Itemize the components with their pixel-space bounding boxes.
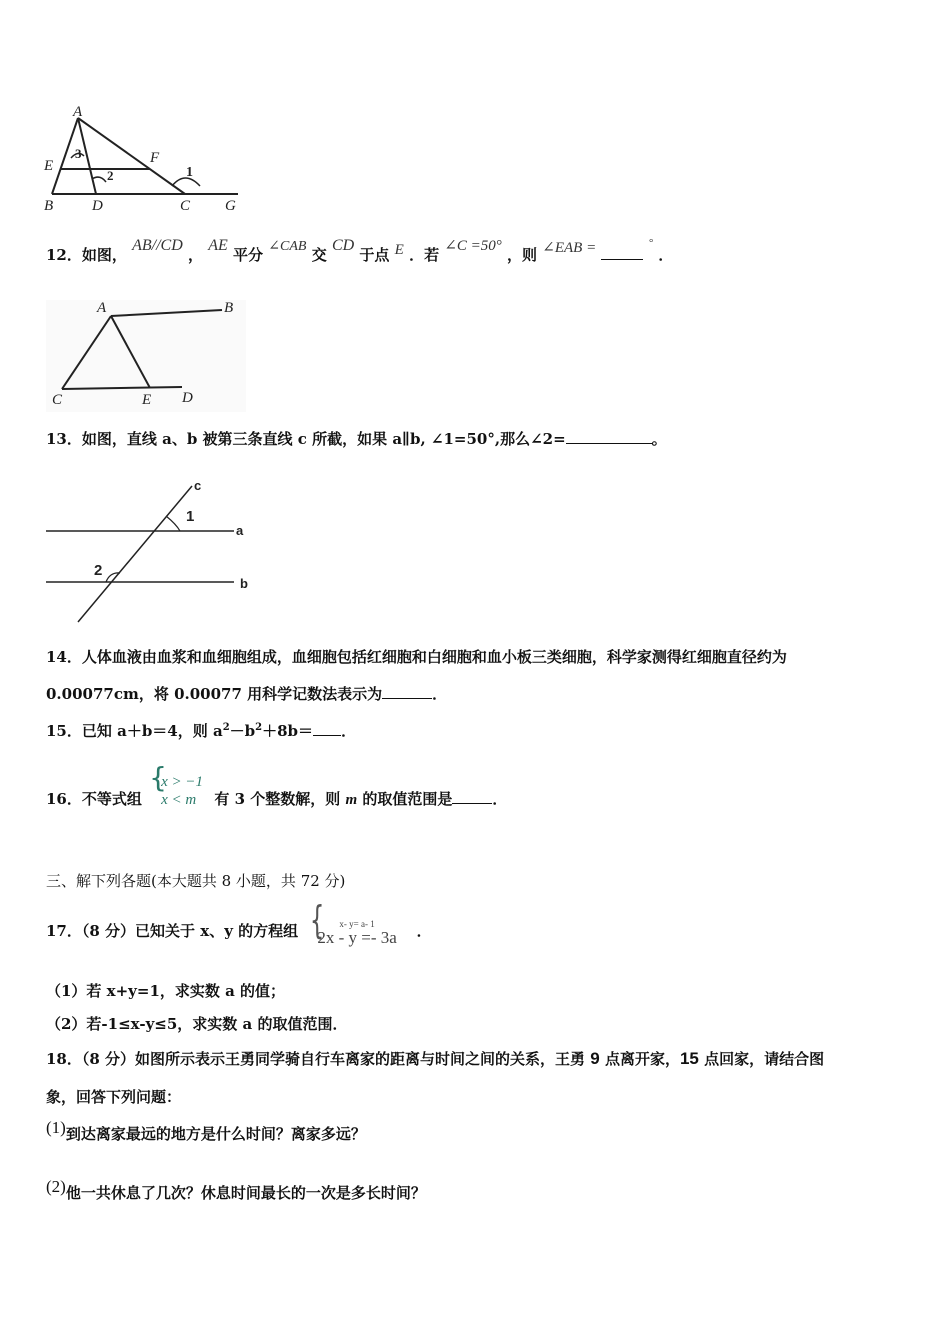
label-D: D (182, 390, 193, 406)
q12-math-ae: AE (208, 237, 228, 254)
q15-text3: ＋8b＝ (262, 722, 314, 740)
q16-text1: 有 3 个整数解，则 (214, 790, 346, 808)
q16-inequality-1: x > −1 (161, 774, 204, 790)
label-angle-2: 2 (94, 562, 103, 579)
label-E: E (44, 158, 54, 174)
figure-triangle-abc (40, 100, 250, 215)
q14-answer-blank[interactable] (382, 684, 432, 699)
question-18-line1 (46, 1049, 824, 1069)
question-14-line2 (46, 684, 447, 704)
q18-p2-number: (2) (46, 1177, 66, 1196)
question-16 (46, 761, 508, 810)
q18-p1-number: (1) (46, 1118, 66, 1137)
question-18-part-2 (46, 1177, 426, 1203)
q12-answer-blank[interactable] (601, 245, 643, 260)
figure-transversal (44, 476, 264, 626)
question-13 (46, 429, 667, 449)
question-18-line2: 象，回答下列问题： (46, 1088, 182, 1106)
label-B: B (224, 300, 234, 316)
q18-line1c: 点回家，请结合图 (698, 1050, 825, 1068)
q12-text-bisect: 平分 (233, 246, 264, 264)
q17-equation-2: 2x - y =- 3a (317, 928, 397, 947)
q18-line1b: 点离开家， (599, 1050, 680, 1068)
q13-answer-blank[interactable] (566, 429, 652, 444)
question-14-line1: 14．人体血液由血浆和血细胞组成，血细胞包括红细胞和白细胞和血小板三类细胞，科学家测得红细胞直径约为 (46, 648, 787, 666)
q12-math-e: E (394, 242, 404, 258)
q16-m: m (345, 792, 358, 808)
question-17 (46, 898, 432, 947)
q12-math-angle-c: ∠C =50° (444, 238, 502, 254)
q18-nine: 9 (590, 1049, 600, 1068)
q12-math-cd: CD (331, 237, 355, 254)
q12-text-intersect: 交 (311, 246, 327, 264)
q17-end: ． (416, 922, 432, 940)
label-A: A (97, 300, 107, 316)
q14-line2-text: 0.00077cm，将 0.00077 用科学记数法表示为 (46, 685, 383, 703)
q13-text: 13．如图，直线 a、b 被第三条直线 c 所截，如果 a∥b, ∠1=50°,那么∠2= (46, 430, 566, 448)
q15-text2: －b (229, 722, 256, 740)
label-F: F (150, 150, 160, 166)
q15-answer-blank[interactable] (313, 721, 341, 736)
line-c (78, 486, 195, 622)
q18-line1a: 18．（8 分）如图所示表示王勇同学骑自行车离家的距离与时间之间的关系，王勇 (46, 1050, 591, 1068)
label-G: G (225, 198, 236, 214)
label-D: D (92, 198, 103, 214)
q15-sup1: 2 (222, 722, 230, 733)
q12-text-if: ．若 (409, 246, 440, 264)
q17-number: 17．（8 分）已知关于 x、y 的方程组 (46, 922, 299, 940)
q18-p1-text: 到达离家最远的地方是什么时间？离家多远？ (65, 1125, 366, 1143)
q13-end: 。 (651, 430, 667, 448)
q12-math-angle-cab: ∠CAB (268, 239, 307, 254)
label-C: C (180, 198, 191, 214)
question-12 (46, 237, 674, 267)
q12-sep: ， (188, 246, 204, 264)
label-E: E (142, 392, 152, 408)
q17-equation-1: x- y= a- 1 (339, 919, 375, 929)
angle-arc-1 (166, 516, 180, 531)
q12-text-then: ，则 (507, 246, 538, 264)
q12-text-at-point: 于点 (359, 246, 390, 264)
q18-p2-text: 他一共休息了几次？休息时间最长的一次是多长时间？ (65, 1184, 426, 1202)
q16-number: 16．不等式组 (46, 790, 142, 808)
q16-answer-blank[interactable] (452, 789, 492, 804)
question-18-part-1 (46, 1118, 366, 1144)
label-B: B (44, 198, 54, 214)
q12-math-ab-parallel-cd: AB//CD (132, 237, 183, 254)
q12-number: 12．如图， (46, 246, 127, 264)
label-c: c (194, 478, 202, 493)
label-a: a (236, 523, 244, 538)
q12-end: ． (658, 246, 674, 264)
q14-end: ． (432, 685, 448, 703)
angle-arc-2 (92, 177, 106, 182)
question-17-part-1: （1）若 x+y=1，求实数 a 的值； (46, 982, 286, 1000)
q16-brace: { (149, 761, 167, 794)
question-15 (46, 718, 356, 741)
q15-text1: 15．已知 a＋b＝4，则 a (46, 722, 223, 740)
label-C: C (52, 392, 63, 408)
label-angle-1: 1 (186, 165, 193, 180)
q12-math-angle-eab: ∠EAB = (542, 240, 597, 256)
label-b: b (240, 576, 248, 591)
label-angle-3: 3 (75, 146, 82, 161)
label-angle-2: 2 (107, 168, 114, 183)
question-17-part-2: （2）若-1≤x-y≤5，求实数 a 的取值范围． (46, 1015, 348, 1033)
q16-text2: 的取值范围是 (357, 790, 453, 808)
label-angle-1: 1 (186, 508, 195, 525)
figure-parallel-ab-cd (44, 292, 254, 414)
q12-degree: ° (648, 237, 654, 249)
q15-end: ． (341, 722, 357, 740)
q17-brace: { (310, 898, 325, 942)
q16-inequality-2: x < m (161, 792, 197, 808)
label-A: A (73, 104, 83, 120)
section-3-heading: 三、解下列各题(本大题共 8 小题，共 72 分) (46, 872, 346, 890)
q15-sup2: 2 (255, 722, 263, 733)
q16-end: ． (492, 790, 508, 808)
q18-fifteen: 15 (679, 1049, 699, 1068)
